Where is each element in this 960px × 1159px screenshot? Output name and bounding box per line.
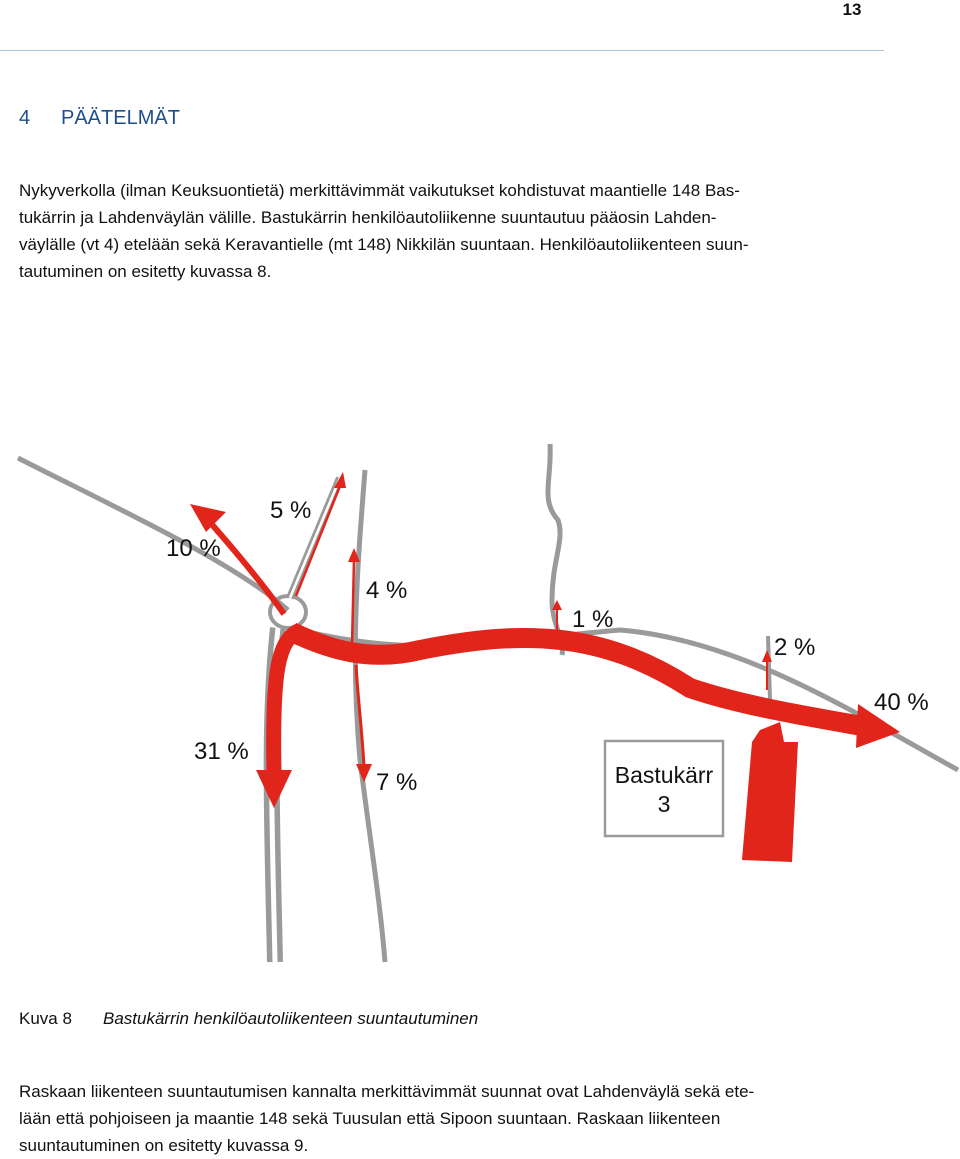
paragraph-line: väylälle (vt 4) etelään sekä Keravantielle (mt 148) Nikkilän suuntaan. Henkilöautoliikenteen suun- [19, 235, 749, 254]
flow-label-10: 10 % [166, 535, 221, 562]
road-vt4-north [18, 458, 288, 610]
flow-arrowhead-7 [356, 764, 372, 782]
flow-label-7: 7 % [376, 769, 418, 796]
flow-arrow-31 [274, 630, 300, 772]
body-paragraph-2 [19, 1078, 869, 1159]
caption-label: Kuva 8 [19, 1009, 72, 1028]
flow-label-5: 5 % [270, 497, 312, 524]
traffic-flow-map [0, 440, 960, 965]
flow-label-31: 31 % [194, 738, 249, 765]
road-ramp-ne-inner [290, 478, 340, 598]
paragraph-line: tautuminen on esitetty kuvassa 8. [19, 262, 272, 281]
body-paragraph-1 [19, 177, 869, 285]
section-number: 4 [19, 107, 31, 129]
flow-label-1: 1 % [572, 606, 614, 633]
road-network [18, 444, 958, 962]
road-east-connector [768, 636, 770, 700]
header-divider [0, 50, 884, 51]
paragraph-line: lään että pohjoiseen ja maantie 148 sekä Tuusulan että Sipoon suuntaan. Raskaan liikenteen [19, 1109, 721, 1128]
page-number: 13 [842, 0, 862, 19]
bastukarr-label-line1: Bastukärr [614, 762, 714, 788]
flow-arrowhead-31 [256, 770, 292, 808]
paragraph-line: Raskaan liikenteen suuntautumisen kannalta merkittävimmät suunnat ovat Lahdenväylä sekä ete- [19, 1082, 755, 1101]
road-winding-north [548, 444, 563, 655]
flow-label-2: 2 % [774, 634, 816, 661]
flow-arrowhead-10 [190, 504, 226, 532]
flow-label-4: 4 % [366, 577, 408, 604]
bastukarr-label-line2: 3 [657, 791, 671, 817]
section-title: PÄÄTELMÄT [61, 107, 180, 129]
paragraph-line: tukärrin ja Lahdenväylän välille. Bastukärrin henkilöautoliikenne suuntautuu pääosin Lahden- [19, 208, 717, 227]
flow-origin-bastukarr [742, 722, 798, 862]
section-heading [19, 107, 180, 130]
caption-title: Bastukärrin henkilöautoliikenteen suuntautuminen [103, 1009, 479, 1028]
bastukarr-zone-box [605, 741, 723, 836]
flow-arrows [190, 472, 900, 862]
traffic-flow-map-svg [0, 440, 960, 965]
flow-label-40: 40 % [874, 689, 929, 716]
figure-caption [19, 1005, 478, 1032]
paragraph-line: suuntautuminen on esitetty kuvassa 9. [19, 1136, 309, 1155]
paragraph-line: Nykyverkolla (ilman Keuksuontietä) merkittävimmät vaikutukset kohdistuvat maantielle 148 Bas- [19, 181, 740, 200]
area-label-box [605, 741, 723, 836]
